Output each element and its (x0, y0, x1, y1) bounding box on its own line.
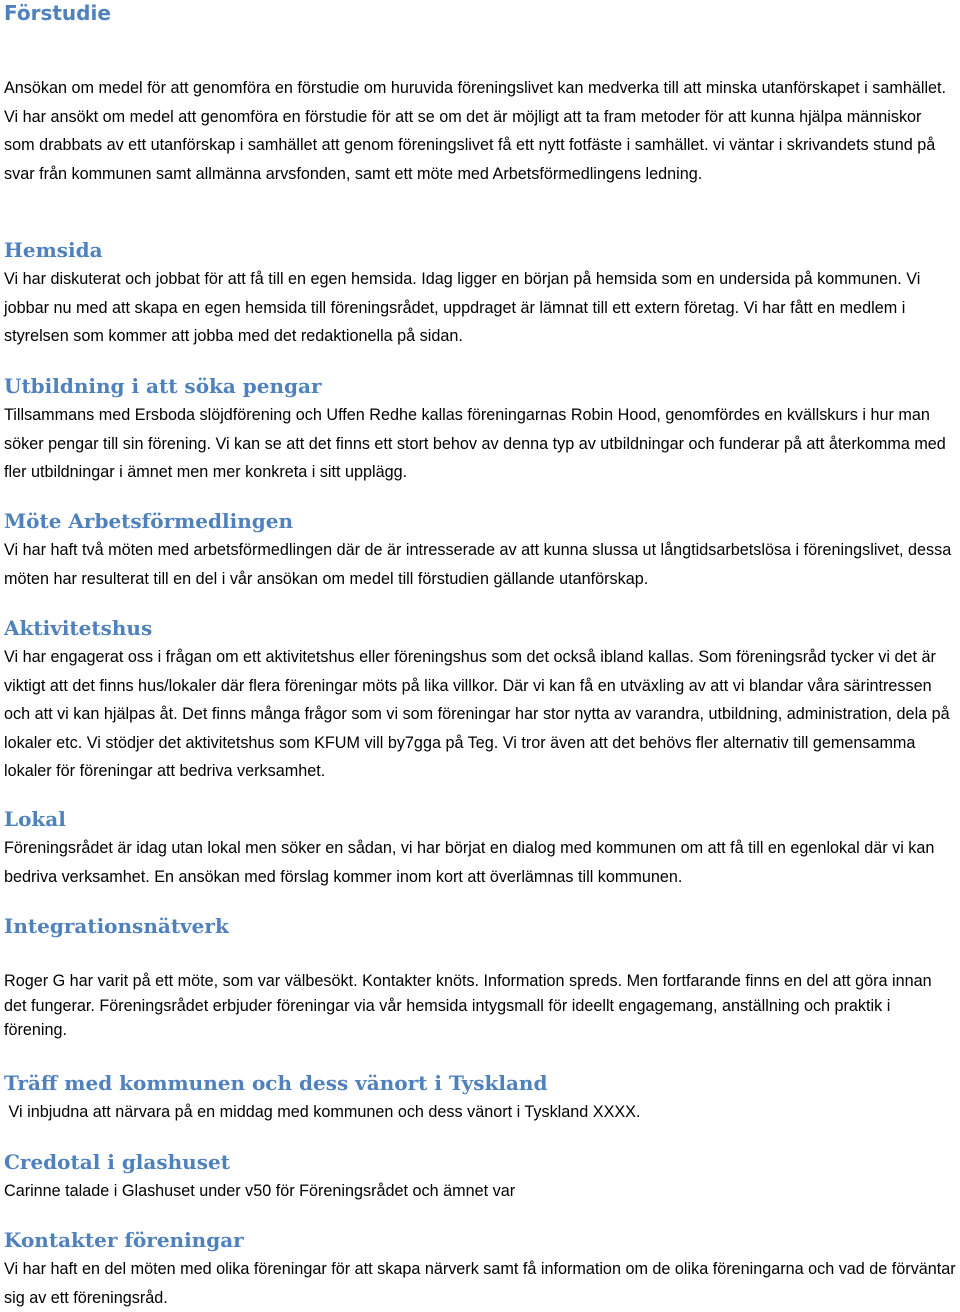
section-heading: Träff med kommunen och dess vänort i Tyskland (4, 1071, 548, 1095)
section-body: Tillsammans med Ersboda slöjdförening och Uffen Redhe kallas föreningarnas Robin Hood, genomfördes en kvällskurs i hur man söker pengar till sin förening. Vi kan se att det finns ett stort behov av denna typ av utbildningar och funderar på att återkomma med fler utbildningar i ämnet men mer konkreta i sitt upplägg. (4, 406, 946, 482)
section-integrationsnatverk (4, 913, 956, 1043)
section-body: Vi har haft en del möten med olika föreningar för att skapa närverk samt få information om de olika föreningarna och vad de förväntar sig av ett föreningsråd. (4, 1260, 956, 1307)
section-body: Vi har haft två möten med arbetsförmedlingen där de är intresserade av att kunna slussa ut långtidsarbetslösa i föreningslivet, dessa möten har resulterat till en del i vår ansökan om medel till förstudien gällande utanförskap. (4, 541, 952, 588)
section-heading: Utbildning i att söka pengar (4, 374, 322, 398)
section-heading: Integrationsnätverk (4, 914, 229, 938)
section-aktivitetshus (4, 615, 956, 786)
section-forstudie (4, 0, 956, 188)
section-heading: Möte Arbetsförmedlingen (4, 509, 294, 533)
section-lokal (4, 806, 956, 891)
section-traff-kommunen (4, 1070, 956, 1127)
section-body: Vi har engagerat oss i frågan om ett aktivitetshus eller föreningshus som det också ibland kallas. Som föreningsråd tycker vi det är viktigt att det finns hus/lokaler där flera föreningar möts på lika villkor. Där vi kan få en utväxling av att vi blandar våra särintressen och att vi kan hjälpas åt. Det finns många frågor som vi som föreningar har stor nytta av varandra, utbildning, administration, dela på lokaler etc. Vi stödjer det aktivitetshus som KFUM vill by7gga på Teg. Vi tror även att det behövs fler alternativ till gemensamma lokaler för föreningar att bedriva verksamhet. (4, 648, 950, 781)
section-heading: Kontakter föreningar (4, 1228, 244, 1252)
section-body: Carinne talade i Glashuset under v50 för Föreningsrådet och ämnet var (4, 1182, 516, 1200)
section-heading: Credotal i glashuset (4, 1150, 230, 1174)
section-heading: Lokal (4, 807, 66, 831)
section-hemsida (4, 237, 956, 351)
section-heading: Aktivitetshus (4, 616, 153, 640)
section-body: Vi inbjudna att närvara på en middag med kommunen och dess vänort i Tyskland XXXX. (4, 1103, 641, 1121)
section-heading: Hemsida (4, 238, 103, 262)
section-kontakter-foreningar (4, 1227, 956, 1312)
section-body: Ansökan om medel för att genomföra en förstudie om huruvida föreningslivet kan medverka till att minska utanförskapet i samhället. Vi har ansökt om medel att genomföra en förstudie för att se om det är möjligt att ta fram metoder för att kunna hjälpa människor som drabbats av ett utanförskap i samhället att genom föreningslivet få ett nytt fotfäste i samhället. vi väntar i skrivandets stund på svar från kommunen samt allmänna arvsfonden, samt ett möte med Arbetsförmedlingens ledning. (4, 79, 947, 183)
section-credotal (4, 1149, 956, 1206)
section-utbildning (4, 373, 956, 487)
section-body: Föreningsrådet är idag utan lokal men söker en sådan, vi har börjat en dialog med kommunen om att få till en egenlokal där vi kan bedriva verksamhet. En ansökan med förslag kommer inom kort att överlämnas till kommunen. (4, 839, 935, 886)
section-body: Roger G har varit på ett möte, som var välbesökt. Kontakter knöts. Information spreds. Men fortfarande finns en del att göra innan det fungerar. Föreningsrådet erbjuder föreningar via vår hemsida intygsmall för ideellt engagemang, anställning och praktik i förening. (4, 972, 932, 1040)
section-body: Vi har diskuterat och jobbat för att få till en egen hemsida. Idag ligger en början på hemsida som en undersida på kommunen. Vi jobbar nu med att skapa en egen hemsida till föreningsrådet, uppdraget är lämnat till ett extern företag. Vi har fått en medlem i styrelsen som kommer att jobba med det redaktionella på sidan. (4, 270, 921, 346)
section-mote-arbetsformedlingen (4, 508, 956, 593)
section-heading: Förstudie (4, 1, 111, 25)
